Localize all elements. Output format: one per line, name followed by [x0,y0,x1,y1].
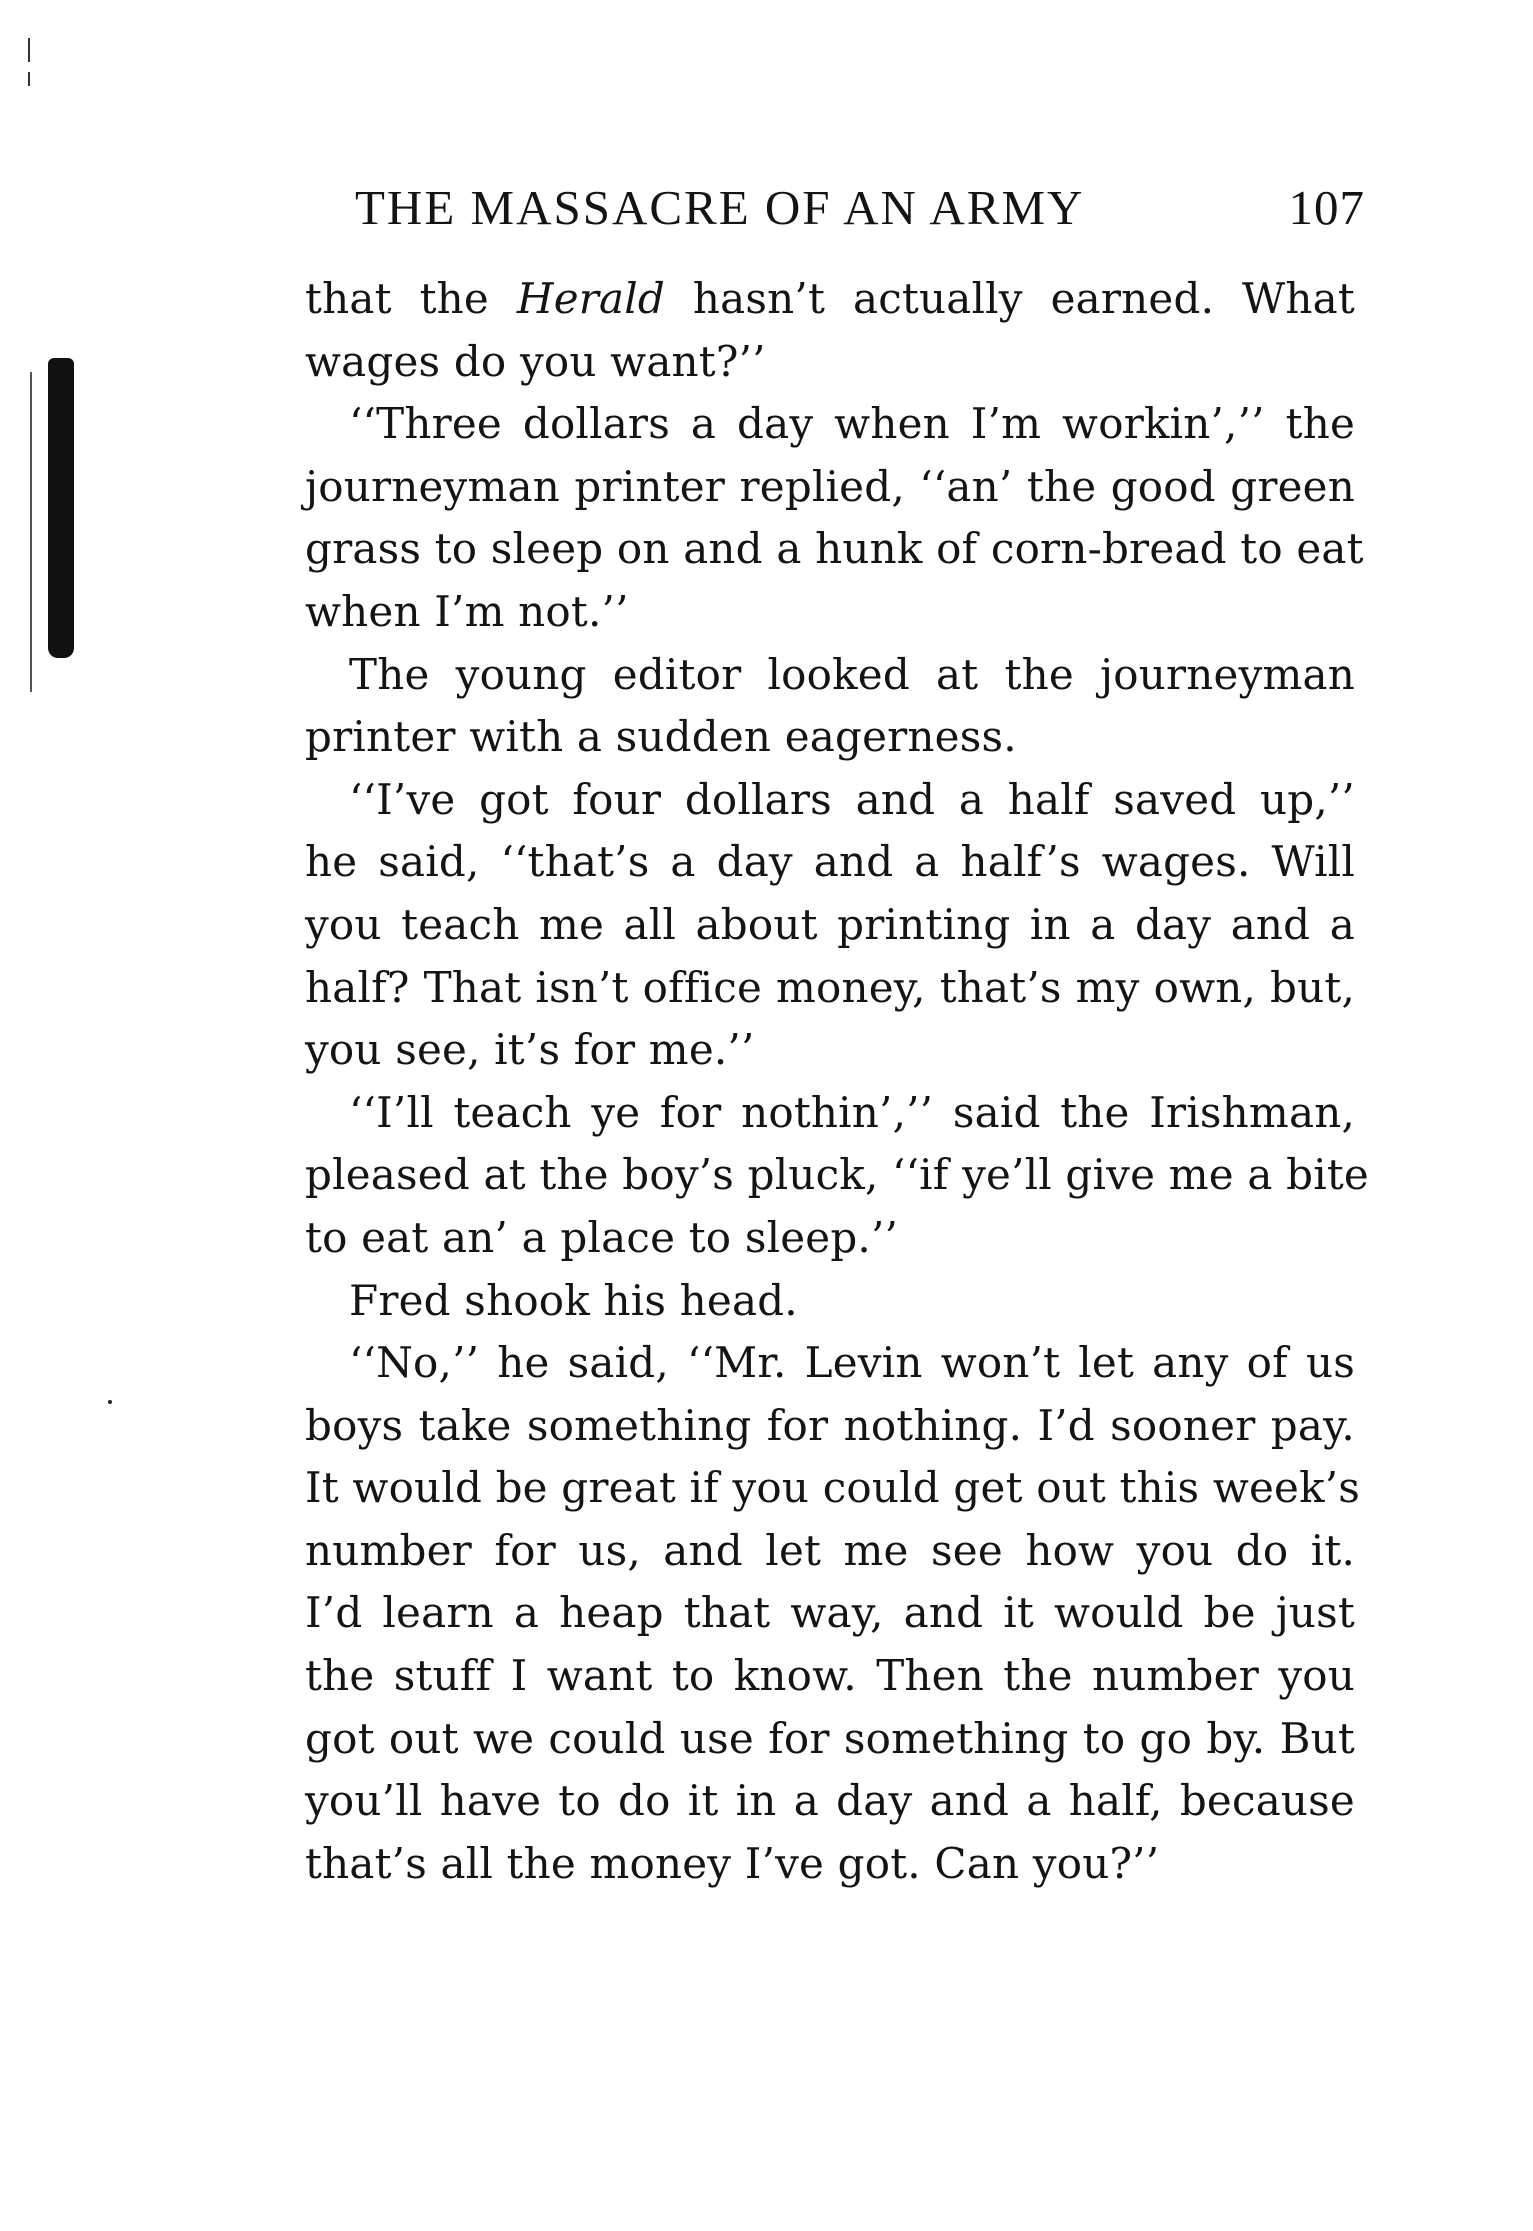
text-line: The young editor looked at the journeyman [349,649,1355,699]
text-line: ‘‘I’ll teach ye for nothin’,’’ said the Irishman, [349,1087,1355,1137]
text-line: ‘‘Three dollars a day when I’m workin’,’’ the [349,399,1355,449]
binding-shadow [48,358,74,658]
italic-title: Herald [516,274,665,323]
text-line: wages do you want?’’ [305,336,766,386]
text-line: got out we could use for something to go by. But [305,1713,1355,1763]
text-line: the stuff I want to know. Then the number you [305,1651,1355,1701]
running-header [305,178,1365,248]
binding-edge-line [30,372,32,692]
text-line: half? That isn’t office money, that’s my own, but, [305,962,1355,1012]
binding-edge-line [28,38,30,62]
text-line: journeyman printer replied, ‘‘an’ the good green [305,461,1355,511]
text-line: ‘‘I’ve got four dollars and a half saved up,’’ [349,774,1355,824]
text-line: that’s all the money I’ve got. Can you?’’ [305,1838,1160,1888]
text-line: that the Herald hasn’t actually earned. What [305,274,1355,323]
text-line: ‘‘No,’’ he said, ‘‘Mr. Levin won’t let any of us [349,1338,1355,1388]
body-text [305,268,1369,1895]
binding-edge-line [28,72,30,86]
scan-speck [108,1400,112,1404]
text-line: grass to sleep on and a hunk of corn-bread to eat [305,524,1364,574]
text-line: boys take something for nothing. I’d sooner pay. [305,1400,1355,1450]
text-line: you teach me all about printing in a day and a [305,899,1355,949]
text-line: printer with a sudden eagerness. [305,712,1017,762]
text-line: you see, it’s for me.’’ [305,1025,755,1075]
text-line: when I’m not.’’ [305,586,629,636]
text-line: number for us, and let me see how you do it. [305,1525,1355,1575]
page-number: 107 [1288,180,1365,235]
text-line: you’ll have to do it in a day and a half, because [305,1776,1355,1826]
running-head-title: THE MASSACRE OF AN ARMY [355,180,1085,235]
text-line: pleased at the boy’s pluck, ‘‘if ye’ll give me a bite [305,1150,1369,1200]
text-line: to eat an’ a place to sleep.’’ [305,1212,899,1262]
text-line: I’d learn a heap that way, and it would be just [305,1588,1355,1638]
text-line: It would be great if you could get out this week’s [305,1463,1361,1513]
text-line: Fred shook his head. [349,1275,798,1325]
text-line: he said, ‘‘that’s a day and a half’s wages. Will [305,837,1355,887]
